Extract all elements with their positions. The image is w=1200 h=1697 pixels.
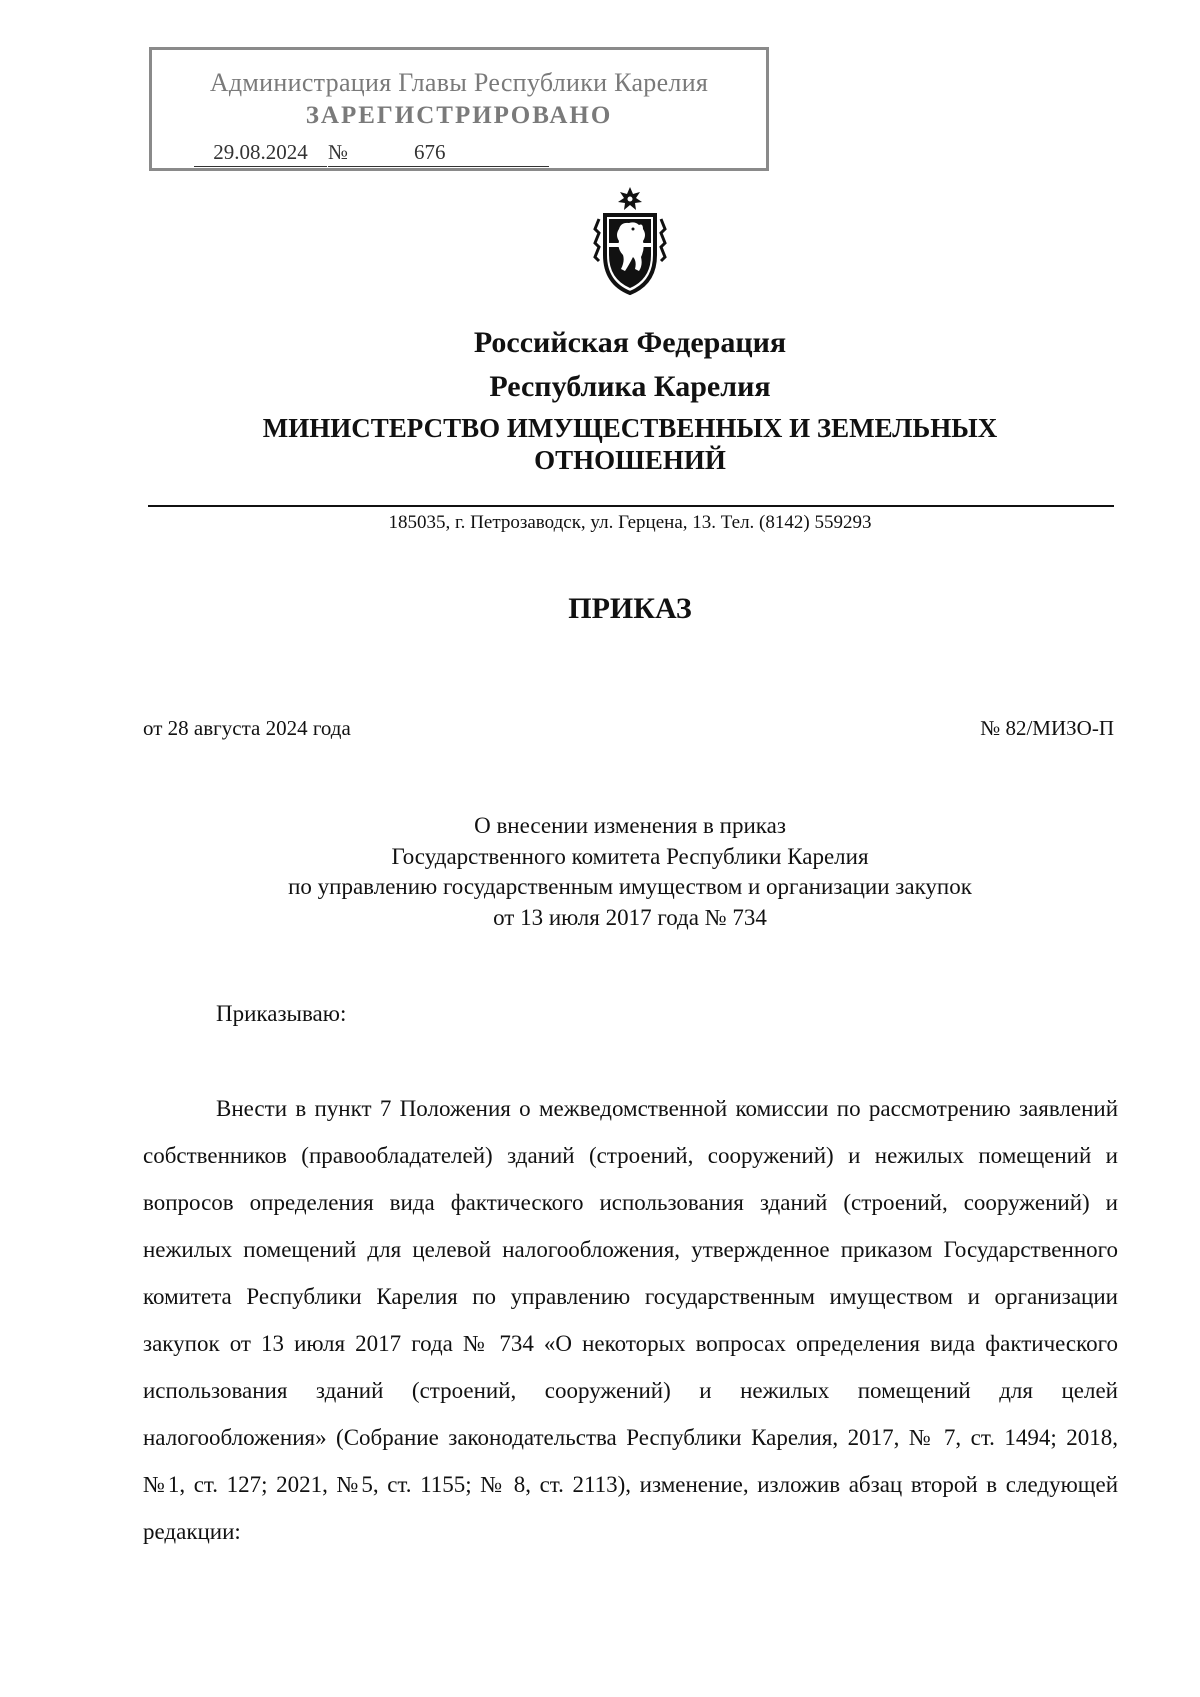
ministry-line-2: ОТНОШЕНИЙ (534, 445, 726, 475)
title-line: О внесении изменения в приказ (474, 813, 786, 838)
stamp-date: 29.08.2024 (194, 140, 327, 167)
header-republic: Республика Карелия (489, 370, 771, 403)
document-title (0, 811, 1200, 933)
header-address: 185035, г. Петрозаводск, ул. Герцена, 13. Тел. (8142) 559293 (388, 512, 872, 533)
title-line: от 13 июля 2017 года № 734 (493, 904, 767, 930)
stamp-number-label: № (328, 140, 354, 167)
stamp-status: ЗАРЕГИСТРИРОВАНО (305, 102, 613, 129)
document-body: Внести в пункт 7 Положения о межведомственной комиссии по рассмотрению заявлений собственников (правообладателей) зданий (строений, сооружений) и нежилых помещений и вопросов определения вида фактического использования зданий (строений, сооружений) и нежилых помещений для целевой налогообложения, утвержденное приказом Государственного комитета Республики Карелия по управлению государственным имуществом и организации закупок от 13 июля 2017 года № 734 «О некоторых вопросах определения вида фактического использования зданий (строений, сооружений) и нежилых помещений для целей налогообложения» (Собрание законодательства Республики Карелия, 2017, № 7, ст. 1494; 2018, №1, ст. 127; 2021, №5, ст. 1155; № 8, ст. 2113), изменение, изложив абзац второй в следующей редакции: (143, 1096, 1118, 1544)
document-type: ПРИКАЗ (568, 592, 692, 625)
header-country: Российская Федерация (473, 326, 787, 359)
title-line: Государственного комитета Республики Карелия (391, 843, 869, 869)
karelia-coat-of-arms-icon (585, 185, 675, 297)
document-intro: Приказываю: (216, 1001, 347, 1026)
header-ministry (0, 412, 1200, 476)
stamp-organization: Администрация Главы Республики Карелия (209, 68, 709, 97)
star-icon (618, 187, 642, 210)
document-number: № 82/МИЗО-П (980, 716, 1114, 740)
title-line: по управлению государственным имуществом и организации закупок (288, 874, 972, 899)
stamp-number: 676 (354, 140, 549, 167)
ministry-line-1: МИНИСТЕРСТВО ИМУЩЕСТВЕННЫХ И ЗЕМЕЛЬНЫХ (262, 413, 998, 443)
document-date: от 28 августа 2024 года (143, 716, 351, 740)
header-divider (148, 505, 1114, 507)
registration-stamp (149, 47, 769, 171)
